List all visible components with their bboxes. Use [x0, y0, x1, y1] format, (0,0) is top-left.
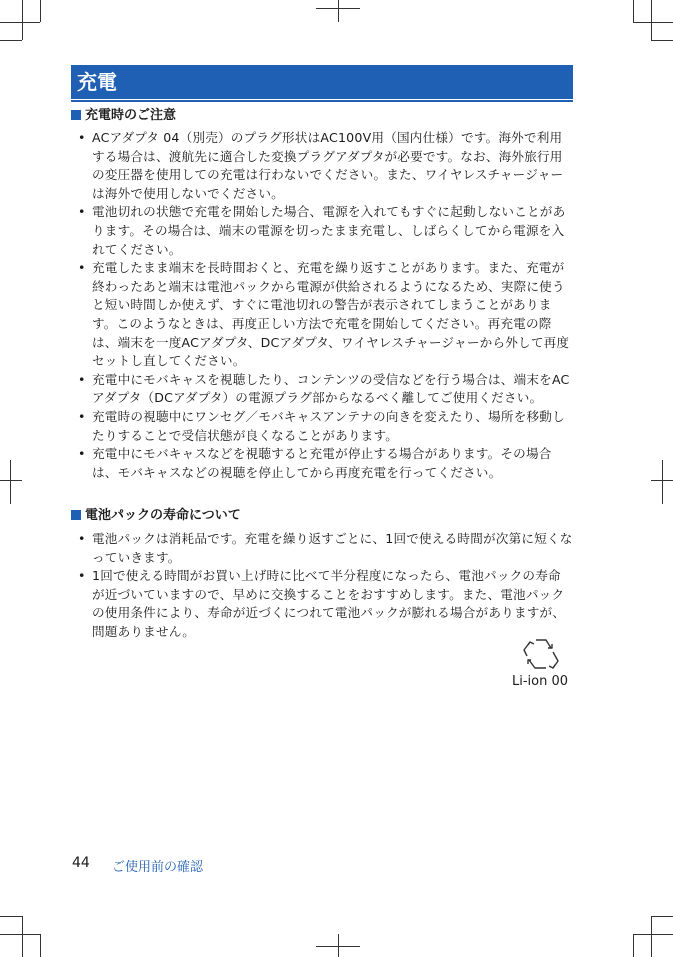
crop-mark	[0, 480, 22, 481]
list-item: • ACアダプタ 04（別売）のプラグ形状はAC100V用（国内仕様）です。海外で利用する場合は、渡航先に適合した変換プラグアダプタが必要です。なお、海外旅行用の変圧器を使用しての充電は行わないでください。また、ワイヤレスチャージャーは海外で使用しないでください。	[78, 129, 573, 203]
recycle-label: Li-ion 00	[512, 674, 569, 689]
crop-mark	[651, 916, 652, 957]
page-number: 44	[72, 855, 90, 871]
crop-mark	[662, 460, 663, 504]
section-heading-battery-life	[71, 507, 573, 525]
crop-mark	[10, 460, 11, 504]
crop-mark	[22, 916, 23, 957]
list-item: • 充電時の視聴中にワンセグ／モバキャスアンテナの向きを変えたり、場所を移動したりすることで受信状態が良くなることがあります。	[78, 408, 573, 445]
crop-mark	[40, 0, 41, 22]
list-item: • 電池パックは消耗品です。充電を繰り返すごとに、1回で使える時間が次第に短くなっていきます。	[78, 530, 573, 567]
crop-mark	[0, 22, 40, 23]
chapter-title: ご使用前の確認	[112, 860, 204, 875]
square-bullet-icon	[71, 510, 81, 520]
recycle-icon	[522, 636, 560, 672]
crop-mark	[651, 40, 673, 41]
crop-mark	[633, 22, 673, 23]
crop-mark	[651, 0, 652, 40]
charging-notes-list	[78, 129, 573, 482]
crop-mark	[40, 934, 41, 957]
section-heading-charging-notes	[71, 107, 573, 125]
crop-mark	[338, 934, 339, 957]
crop-mark	[0, 934, 40, 935]
list-item: • 充電中にモバキャスなどを視聴すると充電が停止する場合があります。その場合は、モバキャスなどの視聴を停止してから再度充電を行ってください。	[78, 445, 573, 482]
crop-mark	[633, 934, 634, 957]
crop-mark	[651, 916, 673, 917]
section-heading-text: 充電時のご注意	[85, 108, 177, 123]
crop-mark	[633, 934, 673, 935]
list-item: • 充電中にモバキャスを視聴したり、コンテンツの受信などを行う場合は、端末をACアダプタ（DCアダプタ）の電源プラグ部からなるべく離してご使用ください。	[78, 371, 573, 408]
battery-life-list	[78, 530, 573, 642]
list-item: • 充電したまま端末を長時間おくと、充電を繰り返すことがあります。また、充電が終わったあと端末は電池パックから電源が供給されるようになるため、実際に使うと短い時間しか使えず、すぐに電池切れの警告が表示されてしまうことがあります。このようなときは、再度正しい方法で充電を開始してください。再充電の際は、端末を一度ACアダプタ、DCアダプタ、ワイヤレスチャージャーから外して再度セットし直してください。	[78, 259, 573, 371]
crop-mark	[633, 0, 634, 22]
crop-mark	[0, 916, 22, 917]
page-title: 充電	[71, 65, 573, 99]
crop-mark	[22, 0, 23, 40]
crop-mark	[0, 40, 22, 41]
crop-mark	[338, 0, 339, 22]
title-rule	[71, 100, 573, 102]
square-bullet-icon	[71, 110, 81, 120]
section-heading-text: 電池パックの寿命について	[85, 508, 241, 523]
list-item: • 1回で使える時間がお買い上げ時に比べて半分程度になったら、電池パックの寿命が近づいていますので、早めに交換することをおすすめします。また、電池パックの使用条件により、寿命が近づくにつれて電池パックが膨れる場合がありますが、問題ありません。	[78, 567, 573, 641]
list-item: • 電池切れの状態で充電を開始した場合、電源を入れてもすぐに起動しないことがあります。その場合は、端末の電源を切ったまま充電し、しばらくしてから電源を入れてください。	[78, 203, 573, 259]
